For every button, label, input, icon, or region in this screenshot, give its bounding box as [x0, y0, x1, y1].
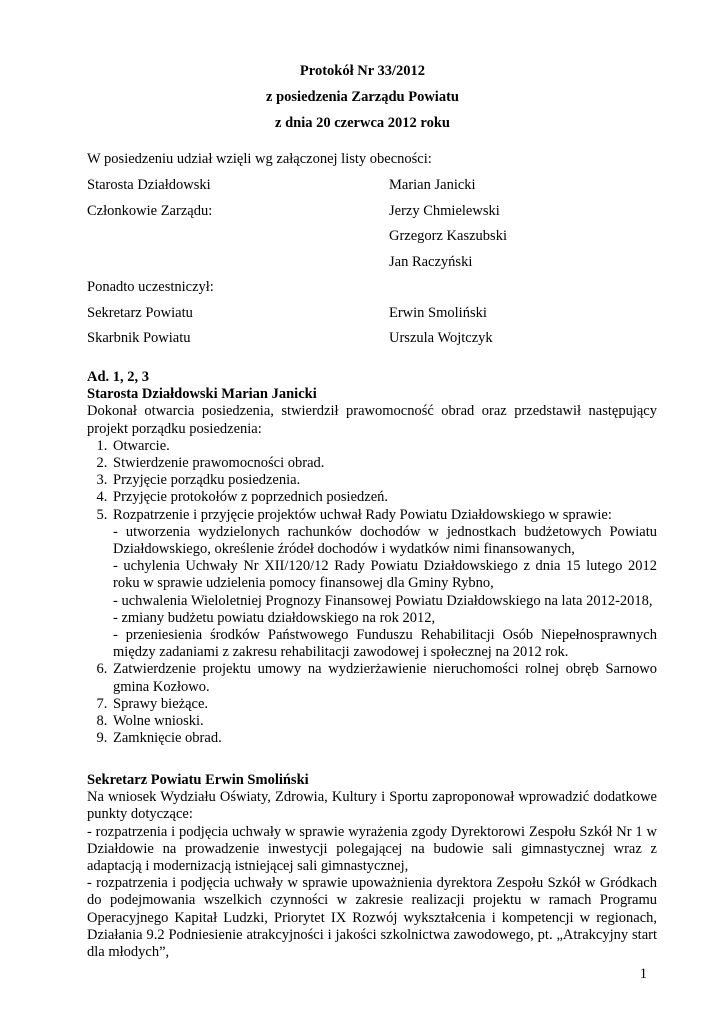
agenda-subitem: - zmiany budżetu powiatu działdowskiego na rok 2012, [113, 609, 436, 626]
agenda-item: 4. Przyjęcie protokołów z poprzednich posiedzeń. [111, 489, 657, 506]
agenda-item: 2. Stwierdzenie prawomocności obrad. [111, 455, 657, 472]
proposal-point: - rozpatrzenia i podjęcia uchwały w sprawie upoważnienia dyrektora Zespołu Szkół w Gródkach do podejmowania wszelkich czynności w zakresie realizacji projektu w ramach Programu Operacyjnego Kapitał Ludzki, Priorytet IX Rozwój wykształcenia i kompetencji w regionach, Działania 9.2 Podniesienie atrakcyjności i jakości szkolnictwa zawodowego, pt. „Atrakcyjny start dla młodych”, [87, 875, 657, 961]
agenda-item-text: 5. Rozpatrzenie i przyjęcie projektów uchwał Rady Powiatu Działdowskiego w sprawie: [113, 506, 612, 523]
agenda-list [87, 438, 657, 748]
agenda-item: 7. Sprawy bieżące. [111, 696, 657, 713]
starosta-label: Starosta Działdowski [87, 177, 211, 193]
section-intro: Dokonał otwarcia posiedzenia, stwierdził prawomocność obrad oraz przedstawił następujący projekt porządku posiedzenia: [87, 403, 657, 437]
agenda-item: 1. Otwarcie. [111, 438, 657, 455]
member-name: Jan Raczyński [389, 254, 473, 270]
speaker-name: Sekretarz Powiatu Erwin Smoliński [87, 772, 309, 788]
speaker-name: Starosta Działdowski Marian Janicki [87, 386, 317, 403]
document-subtitle: z posiedzenia Zarządu Powiatu [266, 89, 459, 105]
treasurer-label: Skarbnik Powiatu [87, 330, 191, 346]
section-agenda [87, 369, 657, 747]
members-label: Członkowie Zarządu: [87, 203, 213, 219]
agenda-item: 6. Zatwierdzenie projektu umowy na wydzierżawienie nieruchomości rolnej obręb Sarnowo gmina Kozłowo. [111, 661, 657, 695]
agenda-item: 3. Przyjęcie porządku posiedzenia. [111, 472, 657, 489]
also-present-label: Ponadto uczestniczył: [87, 279, 214, 295]
attendance-intro: W posiedzeniu udział wzięli wg załączonej listy obecności: [87, 151, 432, 167]
page-number: 1 [639, 966, 647, 982]
section-secretary [87, 772, 657, 961]
treasurer-name: Urszula Wojtczyk [389, 330, 493, 346]
agenda-subitem: - uchwalenia Wieloletniej Prognozy Finansowej Powiatu Działdowskiego na lata 2012-2018, [113, 592, 653, 609]
proposal-point: - rozpatrzenia i podjęcia uchwały w sprawie wyrażenia zgody Dyrektorowi Zespołu Szkół Nr 1 w Działdowie na prowadzenie inwestycji polegającej na budowie sali gimnastycznej wraz z adaptacją i modernizacją istniejącej sali gimnastycznej, [87, 823, 657, 875]
agenda-item: 9. Zamknięcie obrad. [111, 730, 657, 747]
agenda-item [111, 507, 657, 662]
section-heading: Ad. 1, 2, 3 [87, 369, 150, 385]
section-intro: Na wniosek Wydziału Oświaty, Zdrowia, Kultury i Sportu zaproponował wprowadzić dodatkowe punkty dotyczące: [87, 789, 657, 823]
agenda-subitem: - utworzenia wydzielonych rachunków dochodów w jednostkach budżetowych Powiatu Działdowskiego, określenie źródeł dochodów i wydatków nimi finansowanych, [113, 523, 657, 558]
secretary-name: Erwin Smoliński [389, 305, 487, 321]
agenda-subitem: - uchylenia Uchwały Nr XII/120/12 Rady Powiatu Działdowskiego z dnia 15 lutego 2012 roku w sprawie udzielenia pomocy finansowej dla Gminy Rybno, [113, 558, 657, 592]
document-title: Protokół Nr 33/2012 [299, 63, 426, 79]
member-name: Jerzy Chmielewski [389, 203, 500, 219]
starosta-name: Marian Janicki [389, 177, 476, 193]
document-date: z dnia 20 czerwca 2012 roku [275, 115, 450, 131]
secretary-label: Sekretarz Powiatu [87, 305, 193, 321]
document-header [0, 58, 725, 136]
agenda-subitem: - przeniesienia środków Państwowego Funduszu Rehabilitacji Osób Niepełnosprawnych między zadaniami z zakresu rehabilitacji zawodowej i społecznej na 2012 rok. [113, 627, 657, 661]
agenda-item: 8. Wolne wnioski. [111, 713, 657, 730]
member-name: Grzegorz Kaszubski [389, 228, 507, 244]
